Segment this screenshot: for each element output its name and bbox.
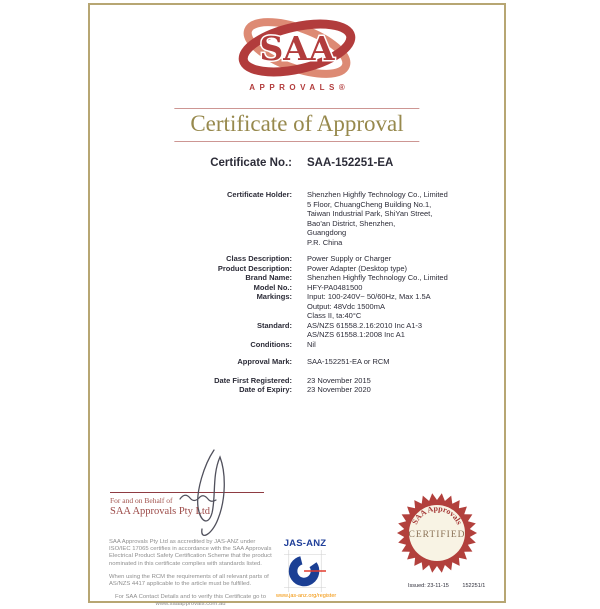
field-label: Date of Expiry: <box>239 385 292 394</box>
certificate-page <box>88 3 506 608</box>
standard-line: AS/NZS 61558.1:2008 Inc A1 <box>307 330 405 339</box>
saa-swoosh-icon <box>235 15 359 81</box>
field-label: Certificate Holder: <box>226 190 292 199</box>
holder-line: Shenzhen Highfly Technology Co., Limited <box>307 190 448 199</box>
markings-line: Input: 100-240V~ 50/60Hz, Max 1.5A <box>307 292 431 301</box>
holder-line: Taiwan Industrial Park, ShiYan Street, <box>307 209 433 218</box>
field-value: HFY-PA0481500 <box>307 282 363 292</box>
detail-row <box>90 273 504 283</box>
certificate-holder-row <box>90 190 504 247</box>
standard-line: AS/NZS 61558.2.16:2010 Inc A1-3 <box>307 320 423 330</box>
title-banner <box>174 108 419 142</box>
field-value: SAA-152251-EA or RCM <box>307 357 390 366</box>
seal-arc-text: SAA Approvals <box>410 503 464 526</box>
jas-anz-wordmark: JAS-ANZ <box>283 538 327 549</box>
field-value: Power Supply or Charger <box>307 254 392 263</box>
field-label: Markings: <box>256 292 292 301</box>
jas-anz-logo-icon <box>284 550 326 592</box>
saa-logo-text: SAA <box>259 29 335 68</box>
detail-row <box>90 264 504 274</box>
holder-line: Bao'an District, Shenzhen, <box>307 218 396 228</box>
certificate-holder-value <box>307 190 448 247</box>
page-title: Certificate of Approval <box>190 111 404 136</box>
holder-line: P.R. China <box>307 237 343 247</box>
field-value: Power Adapter (Desktop type) <box>307 263 408 273</box>
field-label: Brand Name: <box>245 273 292 282</box>
detail-row <box>90 254 504 264</box>
issued-line <box>408 583 485 589</box>
jas-anz-block <box>276 538 337 599</box>
certificate-fields <box>90 156 504 395</box>
field-label: Conditions: <box>250 339 292 349</box>
holder-line: Guangdong <box>307 228 347 237</box>
field-label: Model No.: <box>253 282 292 292</box>
signature-behalf-text: For and on Behalf of <box>110 496 173 505</box>
markings-line: Output: 48Vdc 1500mA <box>307 301 385 311</box>
field-value <box>307 321 422 340</box>
markings-line: Class II, ta:40°C <box>307 311 362 320</box>
certificate-no-label: Certificate No.: <box>210 157 292 169</box>
contact-text: For SAA Contact Details and to verify this Certificate go to <box>115 594 266 601</box>
accreditation-note: SAA Approvals Pty Ltd as accredited by JAS-ANZ under ISO/IEC 17065 certifies in accordance with the SAA Approvals Electrical Product Safety Certification Scheme that the product nominated in this certificate complies with standards listed. <box>109 539 272 567</box>
field-label: Approval Mark: <box>237 357 292 366</box>
detail-row <box>90 385 504 395</box>
contact-note <box>109 594 272 608</box>
field-value: 23 November 2015 <box>307 375 371 385</box>
saa-logo-subtext: APPROVALS® <box>249 83 350 92</box>
field-label: Product Description: <box>217 263 292 273</box>
field-value: Nil <box>307 339 316 349</box>
detail-row <box>90 283 504 293</box>
detail-row <box>90 376 504 386</box>
saa-website-url: www.saaapprovals.com.au <box>155 601 226 608</box>
detail-row <box>90 321 504 340</box>
seal-certified-text: CERTIFIED <box>408 530 466 540</box>
certified-seal-icon <box>395 491 479 575</box>
signature-scribble-icon <box>176 447 236 543</box>
field-label: Standard: <box>256 320 292 330</box>
issued-reference: 152251/1 <box>462 583 486 589</box>
detail-row <box>90 292 504 321</box>
detail-row <box>90 340 504 350</box>
fine-print <box>109 539 272 609</box>
signature-company-text: SAA Approvals Pty Ltd <box>110 506 211 517</box>
certificate-no-value: SAA-152251-EA <box>307 157 394 169</box>
certificate-no-row <box>90 156 504 170</box>
issued-date: Issued: 23-11-15 <box>408 583 449 589</box>
holder-line: 5 Floor, ChuangCheng Building No.1, <box>307 199 432 209</box>
saa-logo <box>90 15 504 92</box>
jas-anz-url: www.jas-anz.org/register <box>276 593 337 599</box>
field-label: Class Description: <box>226 254 292 263</box>
field-value: 23 November 2020 <box>307 385 371 394</box>
field-label: Date First Registered: <box>214 375 292 385</box>
detail-row <box>90 357 504 367</box>
rcm-note: When using the RCM the requirements of all relevant parts of AS/NZS 4417 applicable to the article must be fulfilled. <box>109 573 269 588</box>
field-value: Shenzhen Highfly Technology Co., Limited <box>307 273 448 282</box>
field-value <box>307 292 431 321</box>
